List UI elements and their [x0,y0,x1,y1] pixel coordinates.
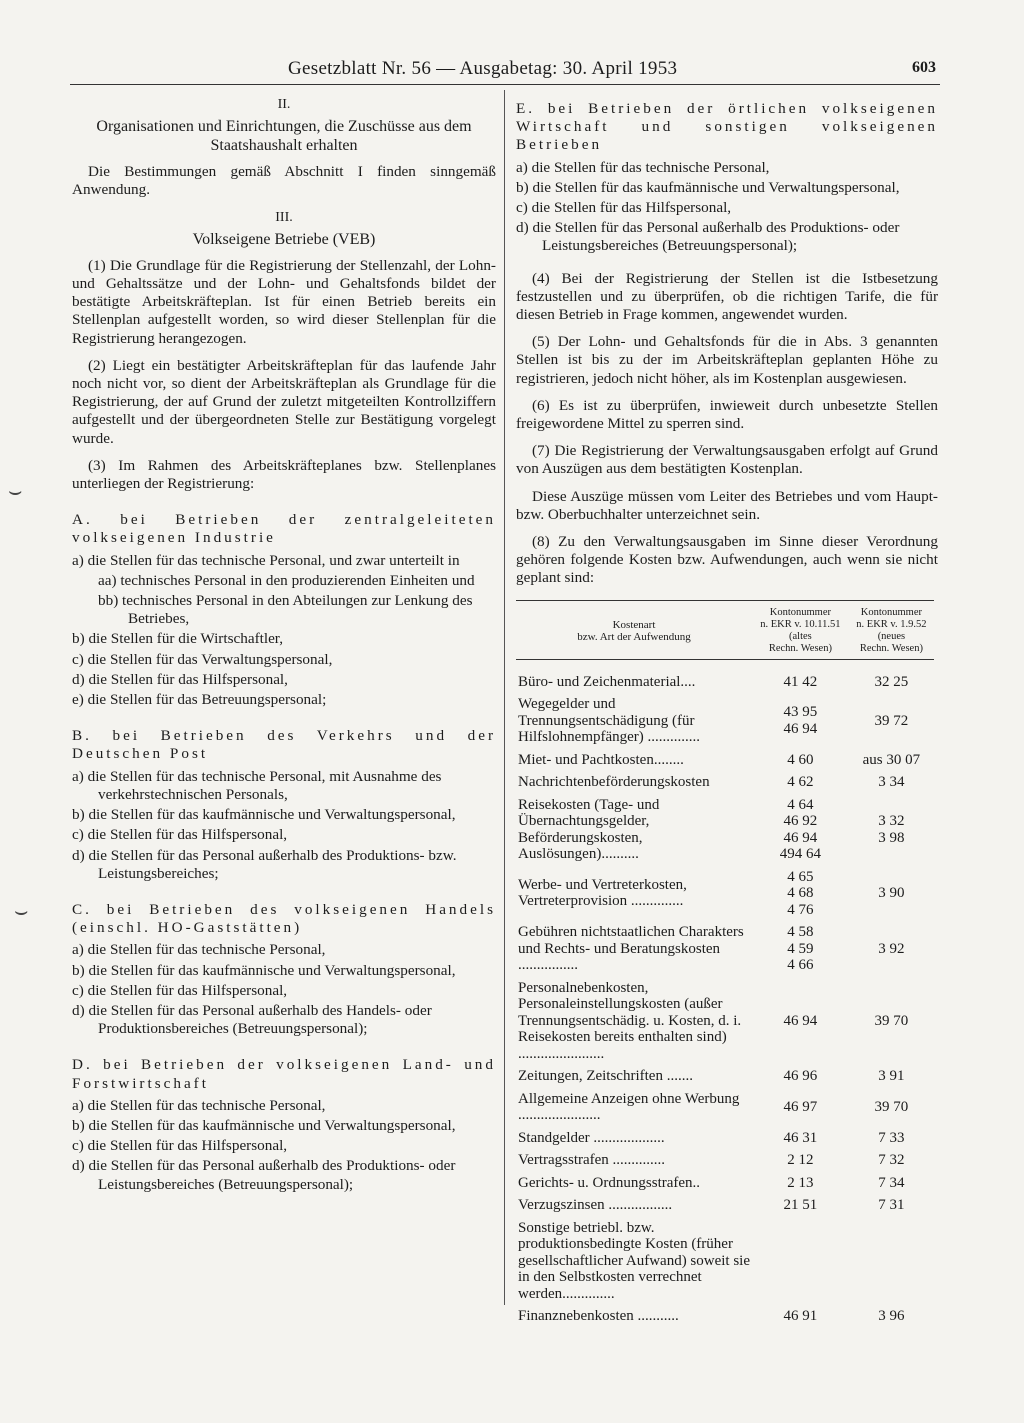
category-heading: E. bei Betrieben der örtlichen volkseigenen Wirtschaft und sonstigen volkseigenen Betrieben [516,100,938,154]
cost-type-cell: Wegegelder und Trennungsentschädigung (für Hilfslohnempfänger) .............. [518,696,701,746]
list-item: b) die Stellen für die Wirtschaftler, [72,630,284,648]
page-header [70,56,940,85]
old-account-cell: 4 62 [787,774,814,791]
column-header-new-account: Kontonummer n. EKR v. 1.9.52 (neues Rechn. Wesen) [849,600,934,659]
left-column [72,96,496,1196]
new-account-cell: 39 70 [874,1098,909,1115]
column-header-old-account: Kontonummer n. EKR v. 10.11.51 (altes Rechn. Wesen) [752,600,849,659]
cost-type-cell: Sonstige betriebl. bzw. produktionsbedingte Kosten (früher gesellschaftlicher Aufwand) soweit sie in den Selbstkosten verrechnet werden.............. [518,1219,751,1302]
new-account-cell: 39 72 [874,712,909,729]
table-row [516,1088,934,1127]
new-account-cell: 7 32 [878,1152,905,1169]
list-item: b) die Stellen für das kaufmännische und Verwaltungspersonal, [72,961,456,979]
old-account-cell: 21 51 [783,1197,818,1214]
category-heading: D. bei Betrieben der volkseigenen Land- und Forstwirtschaft [72,1056,496,1092]
right-column [516,96,938,1328]
margin-pencil-mark: ⌣ [8,478,23,503]
table-row [516,659,934,693]
paragraph: (8) Zu den Verwaltungsausgaben im Sinne dieser Verordnung gehören folgende Kosten bzw. Aufwendungen, auch wenn sie nicht geplant sind: [516,533,938,587]
cost-type-cell: Nachrichtenbeförderungskosten [518,774,710,791]
section-number: II. [277,97,291,112]
column-header-kostenart: Kostenart bzw. Art der Aufwendung [516,600,752,659]
list-item: b) die Stellen für das kaufmännische und Verwaltungspersonal, [516,178,900,196]
table-row [516,693,934,749]
page-number: 603 [912,59,936,76]
list-item: c) die Stellen für das Verwaltungspersonal, [72,650,333,668]
cost-type-cell: Verzugszinsen ................. [518,1197,673,1214]
list-item: d) die Stellen für das Hilfspersonal, [72,670,288,688]
old-account-cell: 4 58 4 59 4 66 [787,924,814,974]
list-item: a) die Stellen für das technische Personal, [72,941,326,959]
old-account-cell: 4 64 46 92 46 94 494 64 [779,796,822,863]
new-account-cell: 32 25 [874,673,909,690]
old-account-cell: 41 42 [783,673,818,690]
new-account-cell: 3 91 [878,1068,905,1085]
list-item: c) die Stellen für das Hilfspersonal, [72,1137,288,1155]
new-account-cell: 7 34 [878,1174,905,1191]
list-item: a) die Stellen für das technische Personal, mit Ausnahme des verkehrstechnischen Personals, [72,767,442,803]
old-account-cell: 2 12 [787,1152,814,1169]
old-account-cell: 46 97 [783,1098,818,1115]
old-account-cell: 46 91 [783,1308,818,1325]
table-row [516,794,934,866]
new-account-cell: 3 32 3 98 [878,813,905,846]
new-account-cell: 3 96 [878,1308,905,1325]
cost-type-cell: Zeitungen, Zeitschriften ....... [518,1068,693,1085]
new-account-cell: 3 92 [878,940,905,957]
table-row [516,771,934,794]
cost-type-cell: Gerichts- u. Ordnungsstrafen.. [518,1174,701,1191]
table-row [516,977,934,1066]
category-heading: B. bei Betrieben des Verkehrs und der Deutschen Post [72,727,496,763]
cost-type-cell: Vertragsstrafen .............. [518,1152,666,1169]
table-row [516,1127,934,1150]
old-account-cell: 2 13 [787,1174,814,1191]
column-divider [504,90,505,1305]
cost-type-cell: Gebühren nichtstaatlichen Charakters und Rechts- und Beratungskosten ................ [518,924,744,974]
list-item: a) die Stellen für das technische Personal, und zwar unterteilt in [72,551,460,569]
sub-list-item: bb) technisches Personal in den Abteilungen zur Lenkung des Betriebes, [98,592,473,628]
cost-accounts-table [516,600,934,1328]
cost-type-cell: Werbe- und Vertreterkosten, Vertreterprovision .............. [518,876,687,910]
paragraph: (4) Bei der Registrierung der Stellen ist die Istbesetzung festzustellen und zu überprüfen, ob die richtigen Tarife, die für diesen Betrieb in Frage kommen, angewendet wurden. [516,269,938,324]
new-account-cell: aus 30 07 [862,751,921,768]
sub-list-item: aa) technisches Personal in den produzierenden Einheiten und [98,571,475,589]
table-row [516,1217,934,1306]
table-row [516,866,934,922]
section-number: III. [275,209,293,225]
list-item: d) die Stellen für das Personal außerhalb des Produktions- bzw. Leistungsbereiches; [72,846,457,882]
list-item: b) die Stellen für das kaufmännische und Verwaltungspersonal, [72,1116,456,1134]
list-item: a) die Stellen für das technische Personal, [72,1096,326,1114]
cost-type-cell: Miet- und Pachtkosten........ [518,751,684,768]
table-row [516,1172,934,1195]
new-account-cell: 7 33 [878,1129,905,1146]
section-title: Volkseigene Betriebe (VEB) [192,230,376,248]
paragraph: Die Bestimmungen gemäß Abschnitt I finden sinngemäß Anwendung. [72,163,496,199]
list-item: b) die Stellen für das kaufmännische und Verwaltungspersonal, [72,806,456,824]
new-account-cell [849,1217,934,1306]
list-item: e) die Stellen für das Betreuungspersonal; [72,691,327,709]
table-row [516,1065,934,1088]
paragraph: Diese Auszüge müssen vom Leiter des Betriebes und vom Haupt- bzw. Oberbuchhalter unterzeichnet sein. [516,487,938,523]
old-account-cell: 46 96 [783,1068,818,1085]
cost-type-cell: Reisekosten (Tage- und Übernachtungsgelder, Beförderungskosten, Auslösungen).......... [518,796,660,863]
section-title: Organisationen und Einrichtungen, die Zuschüsse aus dem Staatshaushalt erhalten [96,118,472,155]
table-row [516,1149,934,1172]
old-account-cell: 43 95 46 94 [783,704,818,737]
margin-pencil-mark: ⌣ [14,898,29,923]
table-row [516,1305,934,1328]
category-heading: A. bei Betrieben der zentralgeleiteten volkseigenen Industrie [72,511,496,547]
table-row [516,1194,934,1217]
paragraph: (7) Die Registrierung der Verwaltungsausgaben erfolgt auf Grund von Auszügen aus dem bestätigten Kostenplan. [516,442,938,478]
table-row [516,921,934,977]
cost-type-cell: Büro- und Zeichenmaterial.... [518,673,696,690]
old-account-cell: 46 31 [783,1129,818,1146]
running-title: Gesetzblatt Nr. 56 — Ausgabetag: 30. April 1953 [288,58,678,79]
old-account-cell [752,1217,849,1306]
list-item: d) die Stellen für das Personal außerhalb des Handels- oder Produktionsbereiches (Betreuungspersonal); [72,1001,432,1038]
category-heading: C. bei Betrieben des volkseigenen Handels (einschl. HO-Gaststätten) [72,900,496,937]
new-account-cell: 3 34 [878,774,905,791]
list-item: c) die Stellen für das Hilfspersonal, [72,826,288,844]
paragraph: (5) Der Lohn- und Gehaltsfonds für die in Abs. 3 genannten Stellen ist bis zu der im Arbeitskräfteplan geplanten Höhe zu registrieren, jedoch nicht höher, als im Kostenplan ausgewiesen. [516,333,938,387]
list-item: c) die Stellen für das Hilfspersonal, [516,199,732,217]
new-account-cell: 3 90 [878,885,905,902]
cost-type-cell: Allgemeine Anzeigen ohne Werbung ...................... [518,1090,740,1124]
cost-type-cell: Finanznebenkosten ........... [518,1308,679,1325]
cost-type-cell: Standgelder ................... [518,1129,665,1146]
paragraph: (1) Die Grundlage für die Registrierung der Stellenzahl, der Lohn- und Gehaltssätze und der Lohn- und Gehaltsfonds bildet der bestätigte Arbeitskräfteplan. Ist für einen Betrieb bereits ein Stellenplan aufgestellt worden, so wird dieser Stellenplan für die Registrierung herangezogen. [72,256,496,347]
old-account-cell: 46 94 [783,1012,818,1029]
list-item: c) die Stellen für das Hilfspersonal, [72,981,288,999]
table-row [516,749,934,772]
old-account-cell: 4 60 [787,751,814,768]
old-account-cell: 4 65 4 68 4 76 [787,868,814,918]
list-item: d) die Stellen für das Personal außerhalb des Produktions- oder Leistungsbereiches (Betreuungspersonal); [72,1157,456,1193]
cost-type-cell: Personalnebenkosten, Personaleinstellungskosten (außer Trennungsentschädig. u. Kosten, d. i. Reisekosten bereits enthalten sind) ....................... [518,979,742,1062]
new-account-cell: 39 70 [874,1012,909,1029]
paragraph: (2) Liegt ein bestätigter Arbeitskräfteplan für das laufende Jahr noch nicht vor, so dient der Arbeitskräfteplan als Grundlage für die Registrierung, der auf Grund der zuletzt mitgeteilten Kontrollziffern aufgestellt und der übergeordneten Stelle zur Bestätigung vorgelegt wurde. [72,356,496,447]
list-item: d) die Stellen für das Personal außerhalb des Produktions- oder Leistungsbereiches (Betreuungspersonal); [516,219,900,255]
list-item: a) die Stellen für das technische Personal, [516,158,770,176]
paragraph: (3) Im Rahmen des Arbeitskräfteplanes bzw. Stellenplanes unterliegen der Registrierung: [72,456,496,493]
new-account-cell: 7 31 [878,1197,905,1214]
paragraph: (6) Es ist zu überprüfen, inwieweit durch unbesetzte Stellen freigewordene Mittel zu sperren sind. [516,396,938,433]
